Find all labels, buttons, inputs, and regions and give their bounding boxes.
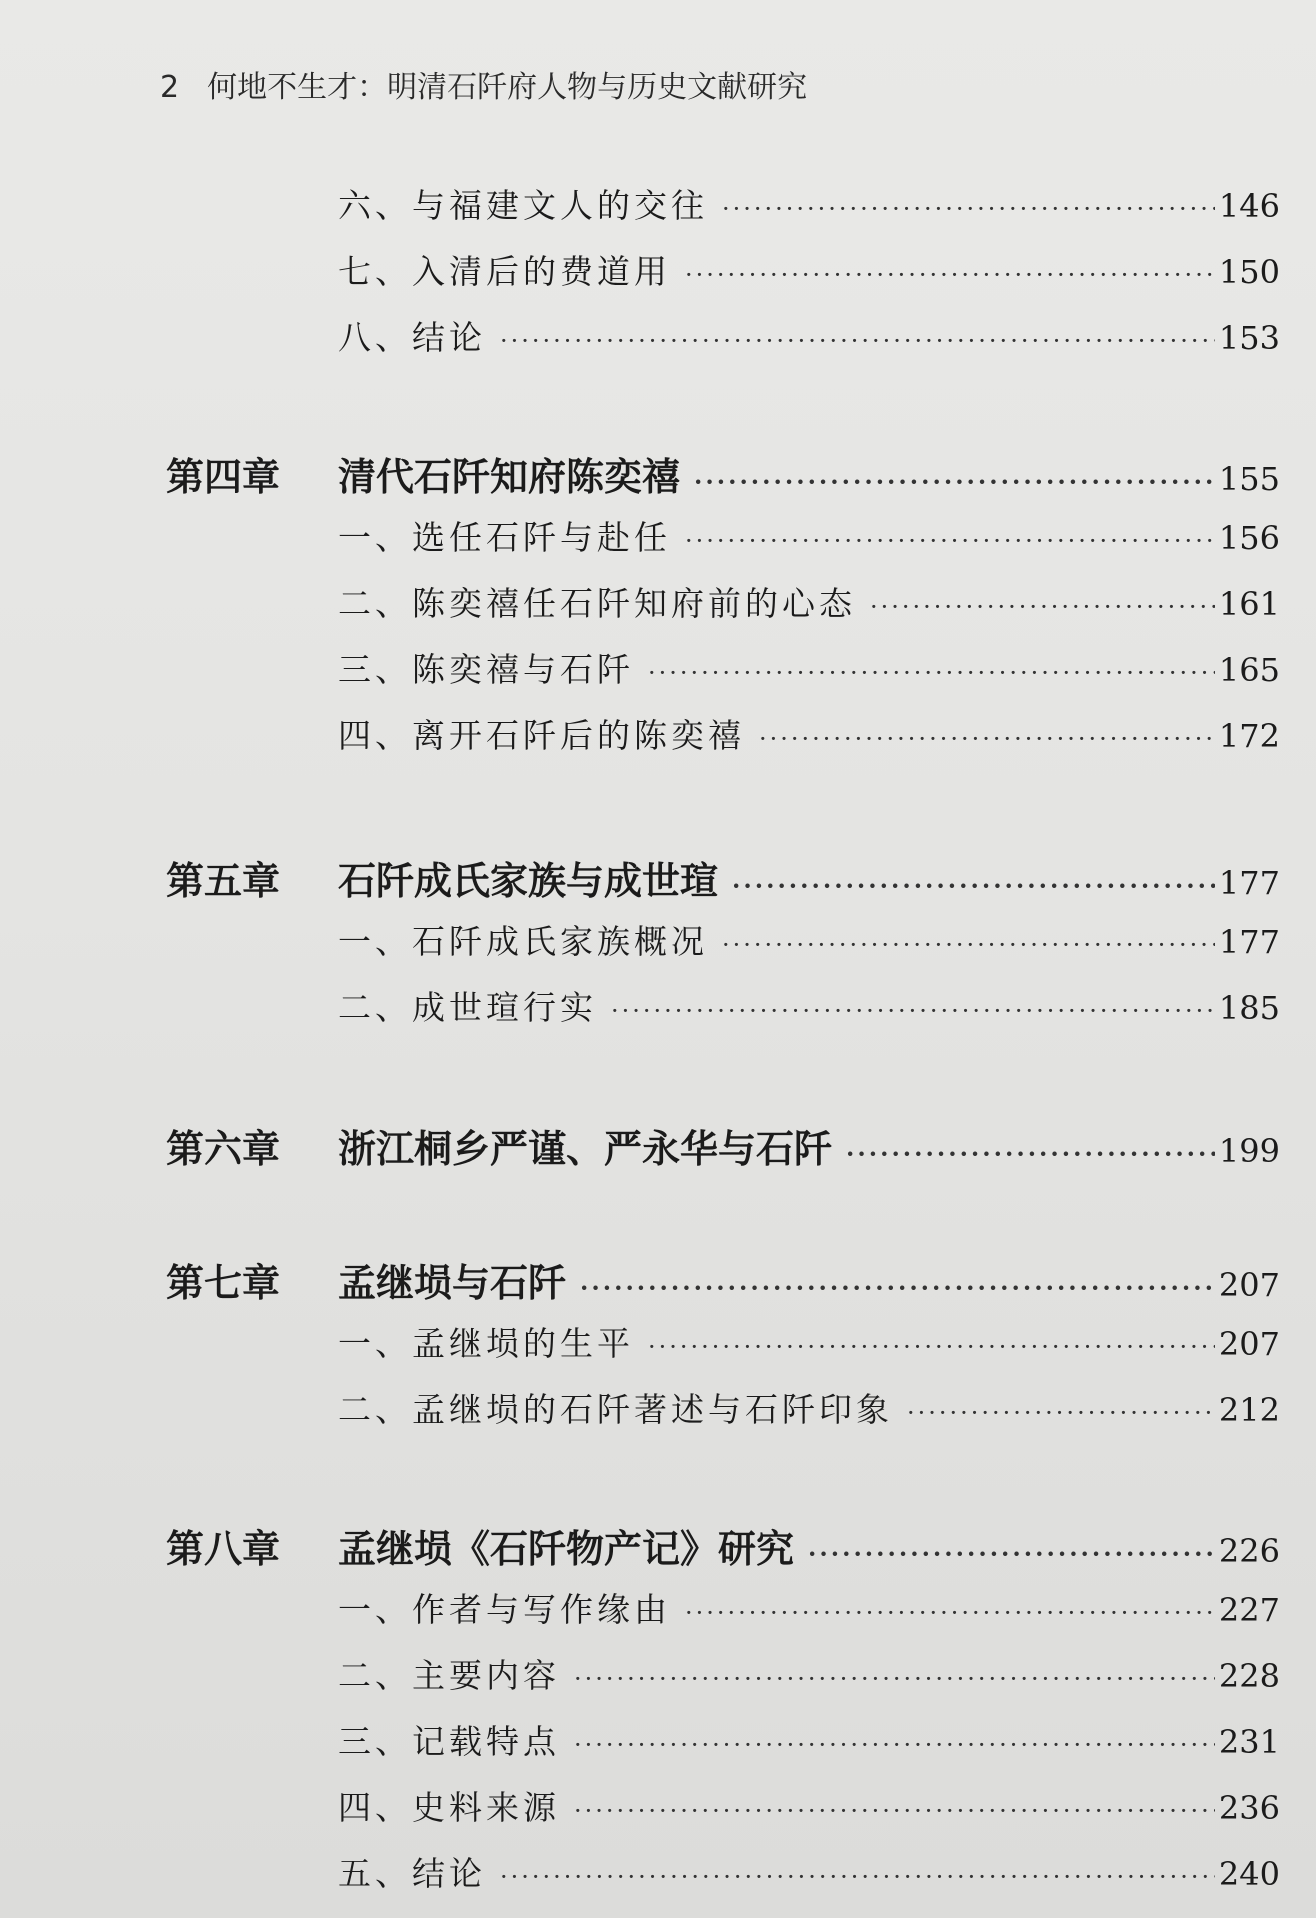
toc-chapter-title: 孟继埙与石阡 (338, 1260, 567, 1305)
toc-chapter-title: 清代石阡知府陈奕禧 (338, 454, 681, 499)
toc-entry-label: 五、结论 (338, 1854, 486, 1893)
toc-entry (338, 180, 1280, 227)
toc-entry (338, 644, 1280, 691)
toc-entry-page: 228 (1218, 1657, 1280, 1695)
toc-entry-label: 一、作者与写作缘由 (338, 1590, 671, 1629)
toc-leader-dots (648, 1333, 1215, 1361)
header-page-number: 2 (160, 70, 180, 105)
toc-entry-page: 146 (1218, 187, 1280, 225)
toc-entry-label: 四、史料来源 (338, 1788, 560, 1827)
toc-chapter-number: 第八章 (166, 1526, 281, 1571)
toc-leader-dots (580, 1273, 1215, 1302)
toc-leader-dots (500, 1863, 1215, 1891)
toc-chapter-number: 第五章 (166, 858, 281, 903)
toc-chapter-title: 石阡成氏家族与成世瑄 (338, 858, 719, 903)
toc-entry-page: 161 (1218, 585, 1280, 623)
toc-entry-label: 三、陈奕禧与石阡 (338, 650, 634, 689)
toc-entry-page: 212 (1218, 1391, 1280, 1429)
toc-entry-label: 二、陈奕禧任石阡知府前的心态 (338, 584, 856, 623)
toc-chapter-number: 第六章 (166, 1126, 281, 1171)
toc-entry-page: 172 (1218, 717, 1280, 755)
toc-leader-dots (732, 871, 1215, 900)
toc-chapter-title: 孟继埙《石阡物产记》研究 (338, 1526, 795, 1571)
toc-entry-label: 一、孟继埙的生平 (338, 1324, 634, 1363)
toc-entry (338, 512, 1280, 559)
toc-entry-page: 153 (1218, 319, 1280, 357)
toc-leader-dots (685, 1599, 1215, 1627)
toc-entry (338, 1384, 1280, 1431)
toc-entry (338, 312, 1280, 359)
toc-chapter-title: 浙江桐乡严谨、严永华与石阡 (338, 1126, 833, 1171)
toc-entry-label: 六、与福建文人的交往 (338, 186, 708, 225)
toc-entry (338, 982, 1280, 1029)
toc-entry (338, 1782, 1280, 1829)
toc-entry (338, 916, 1280, 963)
toc-entry (338, 710, 1280, 757)
toc-leader-dots (694, 467, 1215, 496)
toc-entry-label: 三、记载特点 (338, 1722, 560, 1761)
toc-leader-dots (574, 1665, 1215, 1693)
toc-leader-dots (759, 725, 1215, 753)
toc-entry-label (166, 850, 718, 905)
toc-leader-dots (611, 997, 1215, 1025)
toc-entry-page: 226 (1218, 1532, 1280, 1570)
toc-chapter-entry (166, 446, 1280, 501)
toc-entry (338, 1584, 1280, 1631)
toc-entry (338, 578, 1280, 625)
toc-entry-label: 一、石阡成氏家族概况 (338, 922, 708, 961)
toc-leader-dots (574, 1731, 1215, 1759)
toc-entry-label: 二、成世瑄行实 (338, 988, 597, 1027)
toc-leader-dots (808, 1539, 1215, 1568)
toc-entry-page: 231 (1218, 1723, 1280, 1761)
toc-entry (338, 246, 1280, 293)
toc-leader-dots (685, 527, 1215, 555)
toc-entry (338, 1650, 1280, 1697)
toc-chapter-entry (166, 1118, 1280, 1173)
toc-entry-label (166, 1118, 832, 1173)
toc-chapter-entry (166, 850, 1280, 905)
toc-leader-dots (870, 593, 1215, 621)
toc-entry-label: 二、主要内容 (338, 1656, 560, 1695)
toc-entry-label: 七、入清后的费道用 (338, 252, 671, 291)
toc-entry (338, 1848, 1280, 1895)
toc-chapter-entry (166, 1252, 1280, 1307)
toc-chapter-number: 第四章 (166, 454, 281, 499)
toc-chapter-number: 第七章 (166, 1260, 281, 1305)
toc-entry-page: 236 (1218, 1789, 1280, 1827)
toc-entry-page: 177 (1218, 864, 1280, 902)
toc-entry-label (166, 1252, 566, 1307)
header-book-title: 何地不生才：明清石阡府人物与历史文献研究 (207, 70, 808, 105)
toc-leader-dots (574, 1797, 1215, 1825)
toc-leader-dots (846, 1139, 1215, 1168)
toc-entry-page: 240 (1218, 1855, 1280, 1893)
toc-entry-page: 199 (1218, 1132, 1280, 1170)
toc-leader-dots (500, 327, 1215, 355)
toc-entry-label: 二、孟继埙的石阡著述与石阡印象 (338, 1390, 893, 1429)
toc-entry-label (166, 446, 680, 501)
toc-leader-dots (685, 261, 1215, 289)
toc-entry-page: 207 (1218, 1266, 1280, 1304)
toc-entry (338, 1318, 1280, 1365)
toc-entry-page: 155 (1218, 460, 1280, 498)
toc-entry-label: 八、结论 (338, 318, 486, 357)
toc-entry-label: 一、选任石阡与赴任 (338, 518, 671, 557)
toc-leader-dots (722, 195, 1215, 223)
toc-entry-page: 207 (1218, 1325, 1280, 1363)
toc-entry-page: 227 (1218, 1591, 1280, 1629)
toc-entry-label (166, 1518, 794, 1573)
toc-entry-page: 185 (1218, 989, 1280, 1027)
toc-entry-page: 156 (1218, 519, 1280, 557)
toc-leader-dots (907, 1399, 1215, 1427)
toc-entry (338, 1716, 1280, 1763)
toc-entry-page: 177 (1218, 923, 1280, 961)
toc-leader-dots (722, 931, 1215, 959)
toc-entry-page: 150 (1218, 253, 1280, 291)
toc-chapter-entry (166, 1518, 1280, 1573)
toc-leader-dots (648, 659, 1215, 687)
toc-entry-page: 165 (1218, 651, 1280, 689)
toc-entry-label: 四、离开石阡后的陈奕禧 (338, 716, 745, 755)
